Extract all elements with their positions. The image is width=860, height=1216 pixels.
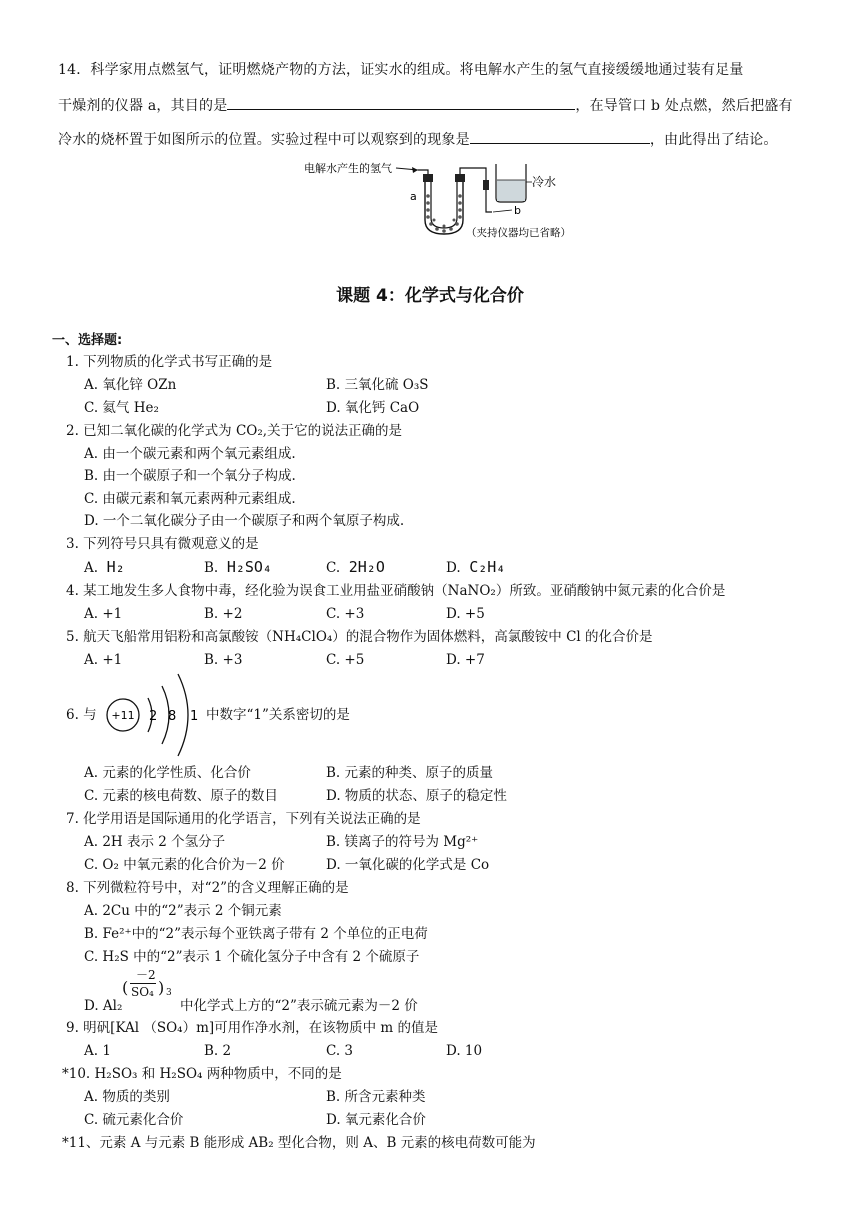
q4-option-d: D. +5: [446, 606, 485, 622]
q8-option-d-formula: [122, 966, 174, 1010]
q11-stem: *11、元素 A 与元素 B 能形成 AB₂ 型化合物，则 A、B 元素的核电荷数可能为: [62, 1135, 536, 1151]
valence-label: －2: [136, 968, 156, 982]
q5-option-c: C. +5: [326, 652, 365, 668]
q14-line2-start: 干燥剂的仪器 a，其目的是: [58, 98, 228, 114]
q9-option-c: C. 3: [326, 1043, 354, 1059]
shell-arc-3: [178, 674, 188, 756]
q9-option-b: B. 2: [204, 1043, 232, 1059]
shell-electrons-2: 8: [168, 709, 177, 724]
paren-open: (: [122, 978, 129, 997]
q14-line2: [58, 95, 793, 115]
fig-label-gas: 电解水产生的氢气: [304, 162, 392, 175]
q5-option-b: B. +3: [204, 652, 243, 668]
q14-blank-purpose: [227, 95, 575, 110]
q8-option-b: B. Fe²⁺中的“2”表示每个亚铁离子带有 2 个单位的正电荷: [84, 926, 428, 942]
q6-option-a: A. 元素的化学性质、化合价: [84, 765, 251, 781]
q3-option-c-letter: C.: [326, 560, 341, 576]
q9-stem: 9. 明矾[KAl （SO₄）m]可用作净水剂，在该物质中 m 的值是: [66, 1020, 439, 1036]
q1-option-d: D. 氧化钙 CaO: [326, 400, 420, 416]
q8-option-c: C. H₂S 中的“2”表示 1 个硫化氢分子中含有 2 个硫原子: [84, 949, 420, 965]
fig-label-a: a: [410, 190, 417, 203]
q4-option-c: C. +3: [326, 606, 365, 622]
q3-option-b: [204, 558, 272, 577]
fig-caption: （夹持仪器均已省略）: [466, 227, 571, 239]
q3-option-a: [84, 558, 125, 577]
section-heading: 一、选择题:: [52, 333, 123, 348]
q14-line1: 14．科学家用点燃氢气，证明燃烧产物的方法，证实水的组成。将电解水产生的氢气直接缓缓地通过装有足量: [58, 62, 744, 78]
q6-stem-pre: 6. 与: [66, 707, 97, 723]
q2-option-a: A. 由一个碳元素和两个氧元素组成.: [84, 446, 296, 462]
q14-line2-end: ，在导管口 b 处点燃，然后把盛有: [575, 98, 793, 114]
q10-option-a: A. 物质的类别: [84, 1089, 170, 1105]
q5-stem: 5. 航天飞船常用铝粉和高氯酸铵（NH₄ClO₄）的混合物作为固体燃料，高氯酸铵中 Cl 的化合价是: [66, 629, 653, 645]
q7-option-b: B. 镁离子的符号为 Mg²⁺: [326, 834, 479, 850]
q6-option-d: D. 物质的状态、原子的稳定性: [326, 788, 507, 804]
shell-electrons-1: 2: [149, 709, 158, 724]
q14-line3-end: ，由此得出了结论。: [649, 132, 778, 148]
q3-option-c-formula: 2H₂O: [348, 558, 385, 576]
q1-option-b: B. 三氧化硫 O₃S: [326, 377, 429, 393]
q4-option-b: B. +2: [204, 606, 243, 622]
fig-label-water: 冷水: [532, 175, 557, 189]
q7-option-a: A. 2H 表示 2 个氢分子: [84, 834, 226, 850]
q3-stem: 3. 下列符号只具有微观意义的是: [66, 536, 259, 552]
q1-option-a: A. 氧化锌 OZn: [84, 377, 177, 393]
q6-option-b: B. 元素的种类、原子的质量: [326, 765, 494, 781]
q14-blank-phenomenon: [470, 129, 650, 144]
q9-option-d: D. 10: [446, 1043, 483, 1059]
q5-option-d: D. +7: [446, 652, 485, 668]
q3-option-a-letter: A.: [84, 560, 99, 576]
q6-stem-post: 中数字“1”关系密切的是: [206, 707, 350, 723]
q7-option-c: C. O₂ 中氧元素的化合价为－2 价: [84, 857, 285, 873]
nucleus-charge: +11: [111, 709, 135, 722]
apparatus-figure: [300, 150, 600, 242]
atom-structure-diagram: [104, 668, 208, 764]
q3-option-d: [446, 558, 505, 577]
q5-option-a: A. +1: [84, 652, 123, 668]
q10-option-d: D. 氧元素化合价: [326, 1112, 426, 1128]
q1-stem: 1. 下列物质的化学式书写正确的是: [66, 354, 273, 370]
sulfate-ion: SO₄: [131, 985, 154, 999]
subscript-three: 3: [166, 988, 172, 998]
q8-option-d-prefix: D. Al₂: [84, 998, 123, 1014]
q2-option-c: C. 由碳元素和氧元素两种元素组成.: [84, 491, 296, 507]
q7-option-d: D. 一氧化碳的化学式是 Co: [326, 857, 490, 873]
q2-option-b: B. 由一个碳原子和一个氧分子构成.: [84, 468, 296, 484]
q1-option-c: C. 氦气 He₂: [84, 400, 159, 416]
q8-option-d-text: 中化学式上方的“2”表示硫元素为－2 价: [180, 998, 418, 1014]
q10-option-c: C. 硫元素化合价: [84, 1112, 184, 1128]
q6-option-c: C. 元素的核电荷数、原子的数目: [84, 788, 278, 804]
stopper-left: [423, 174, 433, 182]
paren-close: ): [158, 978, 165, 997]
q14-line3: [58, 129, 778, 149]
q4-option-a: A. +1: [84, 606, 123, 622]
q4-stem: 4. 某工地发生多人食物中毒，经化验为误食工业用盐亚硝酸钠（NaNO₂）所致。亚硝酸钠中氮元素的化合价是: [66, 583, 726, 599]
q7-stem: 7. 化学用语是国际通用的化学语言，下列有关说法正确的是: [66, 811, 421, 827]
topic-title: 课题 4：化学式与化合价: [336, 286, 524, 306]
q9-option-a: A. 1: [84, 1043, 111, 1059]
shell-electrons-3: 1: [190, 709, 199, 724]
fig-label-b: b: [514, 204, 521, 217]
q8-stem: 8. 下列微粒符号中，对“2”的含义理解正确的是: [66, 880, 349, 896]
q2-option-d: D. 一个二氧化碳分子由一个碳原子和两个氧原子构成.: [84, 513, 405, 529]
q2-stem: 2. 已知二氧化碳的化学式为 CO₂,关于它的说法正确的是: [66, 423, 403, 439]
q14-line3-start: 冷水的烧杯置于如图所示的位置。实验过程中可以观察到的现象是: [58, 132, 470, 148]
q3-option-c: [326, 558, 385, 577]
fraction-bar: [130, 983, 156, 984]
q8-option-a: A. 2Cu 中的“2”表示 2 个铜元素: [84, 903, 282, 919]
q3-option-b-letter: B.: [204, 560, 219, 576]
q3-option-a-formula: H₂: [106, 558, 125, 576]
q3-option-b-formula: H₂SO₄: [226, 558, 272, 576]
q3-option-d-formula: C₂H₄: [469, 558, 506, 576]
q10-option-b: B. 所含元素种类: [326, 1089, 426, 1105]
stopper-right: [455, 174, 465, 182]
q10-stem: *10. H₂SO₃ 和 H₂SO₄ 两种物质中，不同的是: [62, 1066, 342, 1082]
q3-option-d-letter: D.: [446, 560, 461, 576]
